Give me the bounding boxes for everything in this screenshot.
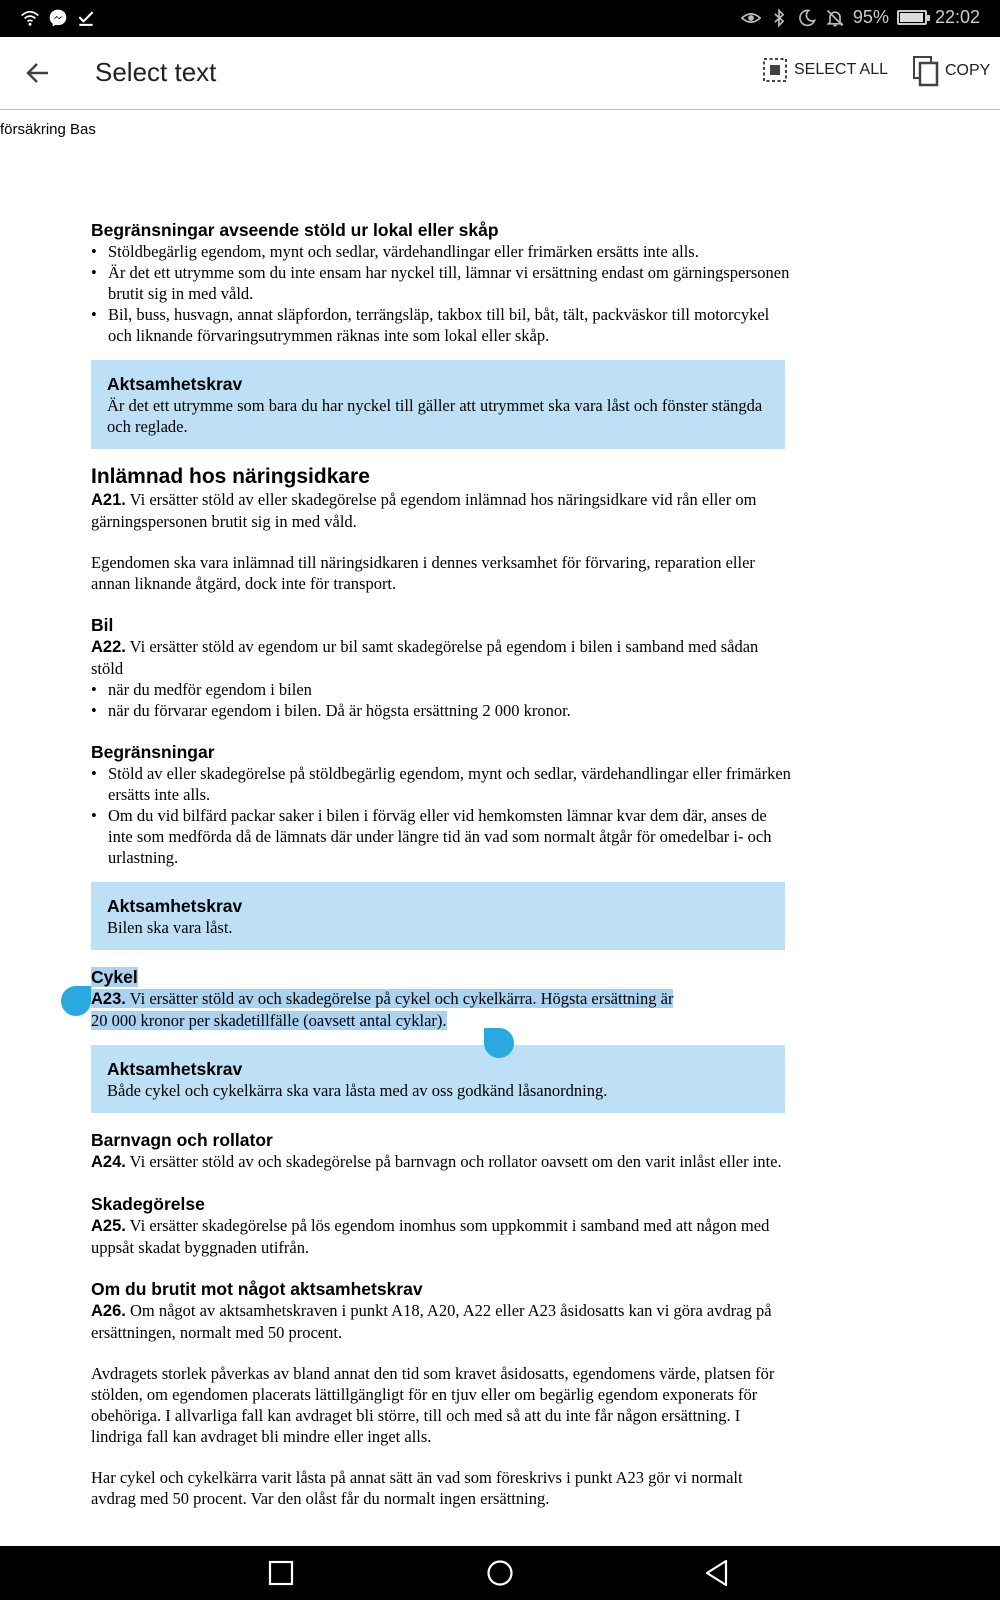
- info-box: [91, 882, 785, 950]
- paragraph: [91, 636, 791, 679]
- moon-icon: [797, 8, 817, 28]
- status-bar: [0, 0, 1000, 37]
- arrow-left-icon[interactable]: [18, 53, 58, 93]
- paragraph-number: A26.: [91, 1302, 126, 1320]
- battery-icon: [897, 10, 927, 25]
- info-box: [91, 1045, 785, 1113]
- box-text: Både cykel och cykelkärra ska vara låsta med av oss godkänd låsanordning.: [107, 1081, 608, 1100]
- document-header: försäkring Bas: [0, 121, 96, 138]
- paragraph-text: Vi ersätter stöld av och skadegörelse på barnvagn och rollator oavsett om den varit inlåst eller inte.: [125, 1152, 782, 1171]
- app-bar: [0, 37, 1000, 110]
- battery-fill: [900, 13, 923, 22]
- clock: 22:02: [934, 7, 980, 27]
- section-heading: Om du brutit mot något aktsamhetskrav: [91, 1279, 423, 1299]
- selection-start-handle[interactable]: [61, 986, 91, 1016]
- paragraph-text: Vi ersätter stöld av eller skadegörelse på egendom inlämnad hos näringsidkare vid rån eller om gärningspersonen brutit sig in med våld.: [91, 490, 757, 531]
- list-item: • Stöld av eller skadegörelse på stöldbegärlig egendom, mynt och sedlar, värdehandlingar eller frimärken ersätts inte alls.: [91, 763, 791, 805]
- section-heading: Skadegörelse: [91, 1194, 205, 1214]
- section-heading: Bil: [91, 615, 114, 635]
- status-left-icons: [20, 8, 96, 28]
- selected-text: [91, 989, 673, 1008]
- select-all-icon: [762, 57, 788, 83]
- list-item: • när du förvarar egendom i bilen. Då är högsta ersättning 2 000 kronor.: [91, 700, 791, 721]
- wifi-icon: [20, 8, 40, 28]
- section-heading: [91, 966, 791, 988]
- paragraph: [91, 988, 791, 1031]
- paragraph: [91, 1151, 791, 1173]
- paragraph-number: A23.: [91, 990, 126, 1008]
- info-box: [91, 360, 785, 449]
- download-done-icon: [76, 8, 96, 28]
- selected-text: Cykel: [91, 967, 138, 987]
- box-heading: Aktsamhetskrav: [107, 1059, 243, 1079]
- list-item: • Är det ett utrymme som du inte ensam har nyckel till, lämnar vi ersättning endast om gärningspersonen brutit sig in med våld.: [91, 262, 791, 304]
- copy-icon: [912, 55, 940, 87]
- bluetooth-icon: [769, 8, 789, 28]
- bell-off-icon: [825, 8, 845, 28]
- bullet-list: [91, 241, 791, 346]
- navigation-bar: [0, 1546, 1000, 1600]
- copy-label: COPY: [945, 62, 991, 79]
- paragraph-number: A22.: [91, 638, 126, 656]
- messenger-icon: [48, 8, 68, 28]
- list-item: • när du medför egendom i bilen: [91, 679, 791, 700]
- paragraph: [91, 1300, 791, 1343]
- document-content[interactable]: [91, 219, 791, 1509]
- box-text: Är det ett utrymme som bara du har nyckel till gäller att utrymmet ska vara låst och fönster stängda och reglade.: [107, 396, 763, 436]
- bullet-list: [91, 679, 791, 721]
- paragraph-number: A25.: [91, 1217, 126, 1235]
- page-title: Select text: [95, 57, 217, 87]
- paragraph-text: Om något av aktsamhetskraven i punkt A18, A20, A22 eller A23 åsidosatts kan vi göra avdrag på ersättningen, normalt med 50 procent.: [91, 1301, 772, 1342]
- paragraph-text: Vi ersätter stöld av egendom ur bil samt skadegörelse på egendom i bilen i samband med sådan stöld: [91, 637, 759, 678]
- box-text: Bilen ska vara låst.: [107, 918, 233, 937]
- select-all-button[interactable]: [762, 57, 888, 83]
- paragraph-number: A24.: [91, 1153, 126, 1171]
- list-item: • Bil, buss, husvagn, annat släpfordon, terrängsläp, takbox till bil, båt, tält, packväskor till motorcykel och liknande förvaringsutrymmen räknas inte som lokal eller skåp.: [91, 304, 791, 346]
- recents-square-icon[interactable]: [266, 1558, 296, 1588]
- section-heading: Barnvagn och rollator: [91, 1130, 273, 1150]
- bullet-list: [91, 763, 791, 868]
- copy-button[interactable]: [912, 55, 990, 87]
- section-heading: Begränsningar: [91, 742, 215, 762]
- paragraph-number: A21.: [91, 491, 126, 509]
- eye-icon: [741, 8, 761, 28]
- select-all-label: SELECT ALL: [794, 61, 888, 78]
- paragraph: Avdragets storlek påverkas av bland annat den tid som kravet åsidosatts, egendomens värde, platsen för stölden, om egendomen placerats lättillgängligt för en tjuv eller om begärlig egendom exponerats för obehöriga. I allvarliga fall kan avdraget bli större, till och med så att du inte får någon ersättning. I lindriga fall kan avdraget bli mindre eller inget alls.: [91, 1364, 775, 1446]
- section-heading: Inlämnad hos näringsidkare: [91, 465, 370, 488]
- box-heading: Aktsamhetskrav: [107, 896, 243, 916]
- selection-end-handle[interactable]: [484, 1028, 514, 1058]
- paragraph: [91, 489, 791, 532]
- selected-text: 20 000 kronor per skadetillfälle (oavsett antal cyklar).: [91, 1011, 447, 1030]
- paragraph: Har cykel och cykelkärra varit låsta på annat sätt än vad som föreskrivs i punkt A23 gör vi normalt avdrag med 50 procent. Var den olåst får du normalt ingen ersättning.: [91, 1468, 743, 1508]
- document-view[interactable]: [0, 111, 1000, 1546]
- paragraph-text: Vi ersätter skadegörelse på lös egendom inomhus som uppkommit i samband med att någon med uppsåt skadat byggnaden utifrån.: [91, 1216, 770, 1257]
- paragraph: [91, 1215, 791, 1258]
- home-circle-icon[interactable]: [485, 1558, 515, 1588]
- back-triangle-icon[interactable]: [703, 1558, 733, 1588]
- box-heading: Aktsamhetskrav: [107, 374, 243, 394]
- section-heading: Begränsningar avseende stöld ur lokal eller skåp: [91, 220, 499, 240]
- status-right-icons: [741, 7, 980, 28]
- battery-percent: 95%: [852, 7, 889, 27]
- list-item: • Stöldbegärlig egendom, mynt och sedlar, värdehandlingar eller frimärken ersätts inte alls.: [91, 241, 791, 262]
- list-item: • Om du vid bilfärd packar saker i bilen i förväg eller vid hemkomsten lämnar kvar dem där, anses de inte som medförda då de lämnats där under längre tid än vad som normalt åtgår för omedelbar i- och urlastning.: [91, 805, 791, 868]
- paragraph-text: Vi ersätter stöld av och skadegörelse på cykel och cykelkärra. Högsta ersättning är: [125, 989, 674, 1008]
- paragraph: Egendomen ska vara inlämnad till näringsidkaren i dennes verksamhet för förvaring, reparation eller annan liknande åtgärd, dock inte för transport.: [91, 553, 755, 593]
